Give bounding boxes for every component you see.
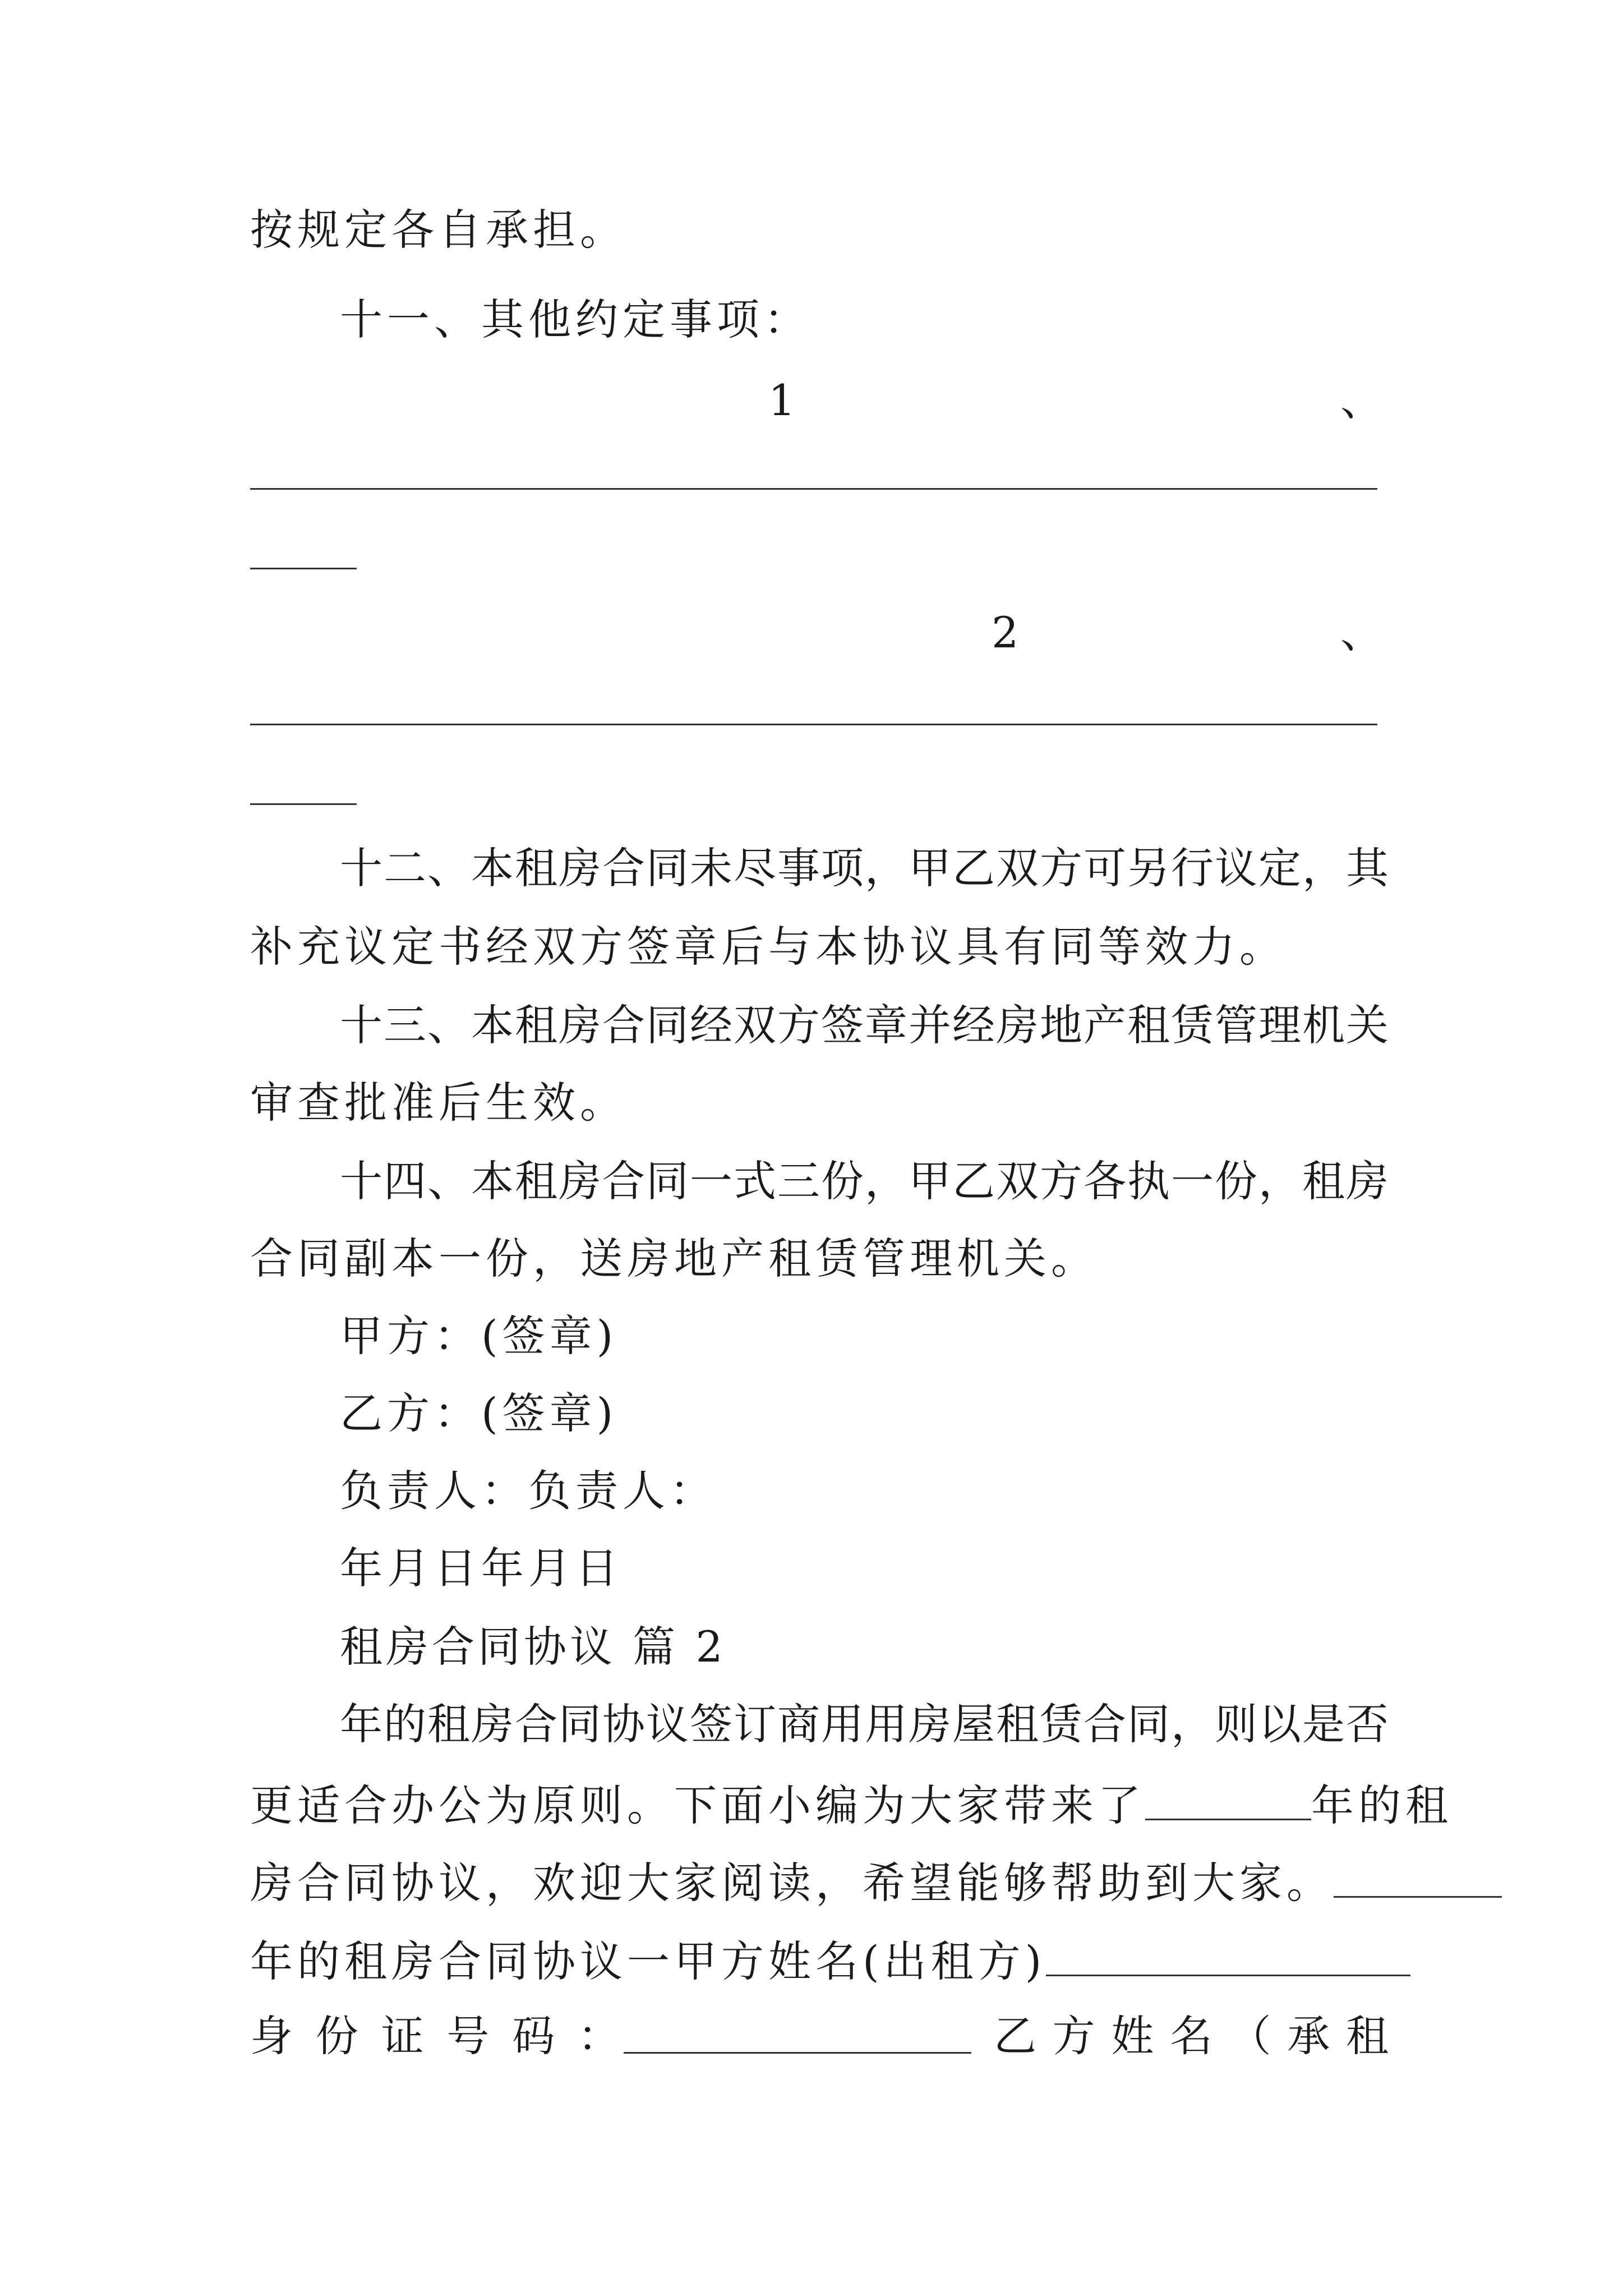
text-char: 章: [865, 1000, 907, 1050]
item-2-blank-line-short[interactable]: [250, 803, 357, 805]
text-char: 房: [909, 1699, 951, 1749]
clause-13-line-1: [340, 999, 1389, 1052]
text-char: 关: [1346, 1000, 1389, 1050]
text-char: 年: [340, 1699, 382, 1749]
text-char: 其: [1346, 843, 1389, 893]
text-char: 屋: [952, 1699, 995, 1749]
text-char: 行: [1171, 843, 1214, 893]
clause-12-line-1: [340, 841, 1389, 895]
text-char: 经: [690, 1000, 732, 1050]
text-char: ，: [1171, 1699, 1214, 1749]
lessor-name-blank[interactable]: [1046, 1932, 1410, 1976]
text-char: 协: [602, 1699, 645, 1749]
text-char: 机: [1302, 1000, 1345, 1050]
text-char: 尽: [734, 843, 776, 893]
text-char: 项: [821, 843, 864, 893]
text-char: 甲: [909, 843, 951, 893]
text-char: 另: [1127, 843, 1170, 893]
text-char: 双: [734, 1000, 776, 1050]
intro-line-4: [250, 1932, 1389, 1986]
text-char: 地: [1040, 1000, 1082, 1050]
text-char: 份: [821, 1156, 864, 1206]
text-char: 签: [821, 1000, 864, 1050]
text-char: 签: [690, 1699, 732, 1749]
text-char: ，: [1258, 1156, 1301, 1206]
text-char: 份: [315, 2011, 358, 2061]
text-char: 三: [777, 1156, 820, 1206]
text-char: ：: [577, 2011, 620, 2061]
item-2-number: 2: [992, 608, 1023, 657]
text-char: 可: [1083, 843, 1126, 893]
intro-line-2: [250, 1776, 1453, 1830]
text-char: 方: [777, 1000, 820, 1050]
section-2-title: 租房合同协议 篇 2: [340, 1622, 726, 1672]
text-char: ，: [865, 1156, 907, 1206]
text-char: 式: [734, 1156, 776, 1206]
text-char: 赁: [1040, 1699, 1082, 1749]
text-char: 证: [381, 2011, 424, 2061]
text-char: 十: [340, 843, 382, 893]
text-char: 房: [471, 1699, 514, 1749]
text-char: 本: [471, 1156, 514, 1206]
text-char: 名: [1169, 2011, 1212, 2061]
item-2-mark: 、: [1340, 608, 1387, 657]
text-char: 同: [559, 1699, 601, 1749]
text-char: 否: [1346, 1699, 1389, 1749]
text-char: 房: [559, 1156, 601, 1206]
text-char: 用: [821, 1699, 864, 1749]
party-a-signature: 甲方：(签章): [340, 1311, 618, 1361]
text-char: 房: [559, 843, 601, 893]
text-char: 同: [1127, 1699, 1170, 1749]
year-blank-2[interactable]: [1334, 1853, 1502, 1898]
intro-line-3: [250, 1853, 1389, 1907]
text-char: 则: [1215, 1699, 1257, 1749]
responsible-persons: 负责人：负责人：: [340, 1466, 717, 1516]
text-char: 以: [1258, 1699, 1301, 1749]
text-char: 事: [777, 843, 820, 893]
text-char: 乙: [952, 843, 995, 893]
text-char: 的: [384, 1699, 426, 1749]
text-char: 合: [602, 1156, 645, 1206]
text-char: 租: [515, 1156, 557, 1206]
clause-14-line-1: [340, 1154, 1389, 1208]
text-char: 方: [1040, 1156, 1082, 1206]
text-char: 合: [1083, 1699, 1126, 1749]
text-char: 、: [427, 1156, 470, 1206]
item-1-blank-line[interactable]: [250, 488, 1377, 490]
text-char: 议: [1215, 843, 1257, 893]
text-char: 一: [690, 1156, 732, 1206]
text-char: 本: [471, 1000, 514, 1050]
intro-line-2-text: 更适合办公为原则。下面小编为大家带来了: [250, 1780, 1145, 1830]
text-char: 码: [512, 2011, 555, 2061]
text-char: 、: [427, 1000, 470, 1050]
text-char: 身: [250, 2011, 293, 2061]
text-char: 乙: [952, 1156, 995, 1206]
year-blank[interactable]: [1145, 1776, 1311, 1820]
text-char: 份: [1215, 1156, 1257, 1206]
text-char: （: [1228, 2011, 1271, 2061]
text-char: 议: [646, 1699, 689, 1749]
text-char: ，: [865, 843, 907, 893]
clause-14-line-2: 合同副本一份，送房地产租赁管理机关。: [250, 1234, 1098, 1283]
text-char: 十: [340, 1156, 382, 1206]
text-char: 定: [1258, 843, 1301, 893]
text-char: ，: [1302, 843, 1345, 893]
item-1-blank-line-short[interactable]: [250, 568, 357, 569]
text-char: 房: [996, 1000, 1039, 1050]
text-char: 承: [1287, 2011, 1330, 2061]
text-char: 并: [909, 1000, 951, 1050]
text-char: 各: [1083, 1156, 1126, 1206]
id-number-blank[interactable]: [624, 2009, 971, 2054]
text-char: 商: [777, 1699, 820, 1749]
text-char: 双: [996, 1156, 1039, 1206]
text-char: 方: [1052, 2011, 1095, 2061]
text-char: 用: [865, 1699, 907, 1749]
text-char: 赁: [1171, 1000, 1214, 1050]
text-char: 四: [384, 1156, 426, 1206]
text-char: 甲: [909, 1156, 951, 1206]
text-char: 同: [646, 1000, 689, 1050]
text-char: 本: [471, 843, 514, 893]
item-1-number: 1: [768, 375, 800, 425]
text-char: 合: [602, 1000, 645, 1050]
party-b-signature: 乙方：(签章): [340, 1388, 618, 1438]
text-char: 租: [1127, 1000, 1170, 1050]
text-char: 同: [646, 1156, 689, 1206]
text-char: 未: [690, 843, 732, 893]
text-char: 租: [515, 1000, 557, 1050]
item-2-blank-line[interactable]: [250, 724, 1377, 725]
text-char: 租: [1345, 2011, 1389, 2061]
text-char: 产: [1083, 1000, 1126, 1050]
text-char: 租: [1302, 1156, 1345, 1206]
text-char: 是: [1302, 1699, 1345, 1749]
text-char: 三: [384, 1000, 426, 1050]
text-char: 管: [1215, 1000, 1257, 1050]
text-char: 十: [340, 1000, 382, 1050]
text-char: 执: [1127, 1156, 1170, 1206]
intro-line-2-text-end: 年的租: [1311, 1780, 1453, 1830]
text-char: 乙: [994, 2011, 1036, 2061]
text-char: 房: [1346, 1156, 1389, 1206]
date-line: 年月日年月日: [340, 1543, 623, 1593]
text-char: 号: [446, 2011, 490, 2061]
text-char: 订: [734, 1699, 776, 1749]
id-number-label: [250, 2009, 620, 2063]
item-1-mark: 、: [1340, 375, 1387, 425]
text-char: 经: [952, 1000, 995, 1050]
text-char: 租: [996, 1699, 1039, 1749]
intro-line-4-text: 年的租房合同协议一甲方姓名(出租方): [250, 1936, 1046, 1986]
text-char: 合: [515, 1699, 557, 1749]
text-char: 租: [427, 1699, 470, 1749]
text-char: 、: [427, 843, 470, 893]
text-char: 一: [1171, 1156, 1214, 1206]
text-char: 双: [996, 843, 1039, 893]
intro-line-3-text: 房合同协议，欢迎大家阅读，希望能够帮助到大家。: [250, 1858, 1334, 1908]
text-char: 同: [646, 843, 689, 893]
text-char: 房: [559, 1000, 601, 1050]
text-char: 合: [602, 843, 645, 893]
intro-line-1: [340, 1697, 1389, 1751]
text-char: 二: [384, 843, 426, 893]
text-char: 方: [1040, 843, 1082, 893]
clause-13-line-2: 审查批准后生效。: [250, 1078, 627, 1128]
text-char: 理: [1258, 1000, 1301, 1050]
clause-11-heading: 十一、其他约定事项：: [340, 295, 811, 344]
clause-12-line-2: 补充议定书经双方签章后与本协议具有同等效力。: [250, 922, 1287, 972]
id-line: [250, 2009, 1389, 2063]
text-char: 姓: [1111, 2011, 1154, 2061]
text-line: 按规定各自承担。: [250, 205, 627, 255]
text-char: 租: [515, 843, 557, 893]
party-b-name-label: [994, 2009, 1389, 2063]
